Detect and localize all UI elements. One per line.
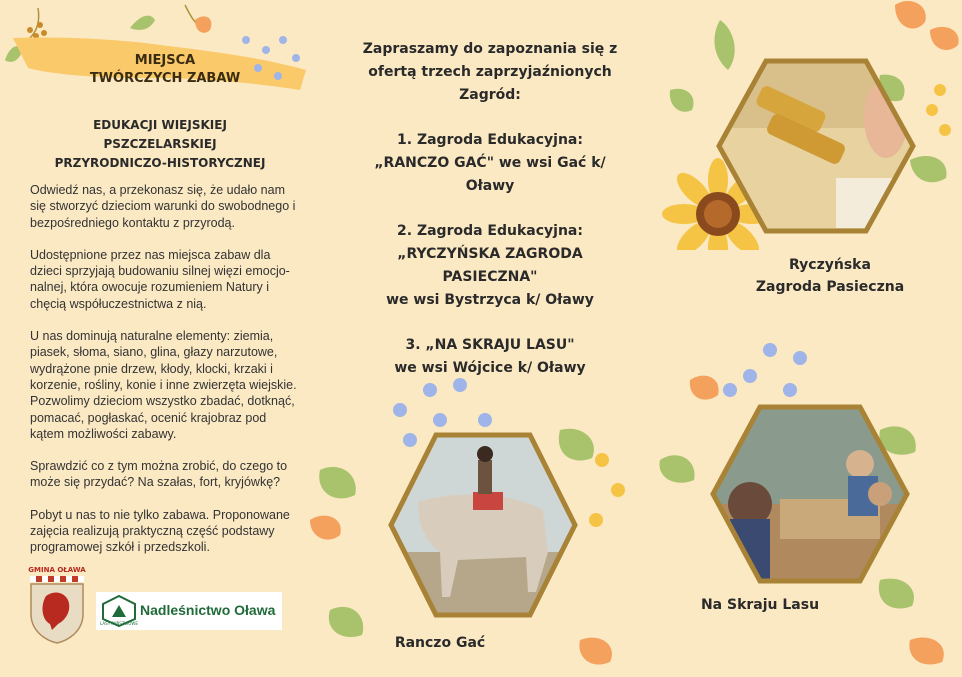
intro-text	[340, 38, 640, 402]
caption-ranczo: Ranczo Gać	[394, 635, 486, 651]
zagroda-1-place: Oławy	[465, 178, 515, 194]
lasy-panstwowe-label: LASY PAŃSTWOWE	[100, 621, 138, 626]
coat-of-arms-icon	[28, 566, 86, 644]
zagroda-2-name-a: „RYCZYŃSKA ZAGRODA	[397, 246, 583, 262]
subtitle-line1: EDUKACJI WIEJSKIEJ	[93, 118, 227, 132]
ryczynska-photo	[716, 58, 916, 234]
gmina-olawa-logo	[28, 566, 86, 644]
intro-line-2: ofertą trzech zaprzyjaźnionych	[368, 64, 612, 80]
zagroda-2-place: we wsi Bystrzyca k/ Oławy	[386, 292, 594, 308]
caption-ryczynska-line1: Ryczyńska	[789, 257, 871, 273]
banner-title	[30, 52, 300, 88]
skraj-lasu-photo	[710, 404, 910, 584]
zagroda-1-name: „RANCZO GAĆ" we wsi Gać k/	[374, 155, 606, 171]
caption-ryczynska	[730, 254, 930, 298]
paragraph-5: Pobyt u nas to nie tylko zabawa. Proponowane zajęcia realizują praktyczną część podstawy programowej szkół i przedszkoli.	[30, 507, 290, 555]
zagroda-3-place: we wsi Wójcice k/ Oławy	[394, 360, 586, 376]
paragraph-2: Udostępnione przez nas miejsca zabaw dla dzieci sprzyjają budowaniu silnej więzi emocjo-nalnej, która owocuje rozumieniem Natury i chęcią współuczestnictwa z nią.	[30, 247, 290, 311]
ranczo-photo	[388, 432, 578, 618]
intro-line-3: Zagród:	[459, 87, 521, 103]
gmina-label: GMINA OŁAWA	[28, 566, 86, 574]
subtitle-line3: PRZYRODNICZO-HISTORYCZNEJ	[54, 156, 266, 170]
paragraph-1: Odwiedź nas, a przekonasz się, że udało nam się stworzyć dzieciom warunki do swobodnego i bezpośredniego kontaktu z przyrodą.	[30, 183, 296, 230]
section-subtitle	[20, 116, 300, 173]
zagroda-3-name: 3. „NA SKRAJU LASU"	[405, 337, 575, 353]
banner-title-line2: TWÓRCZYCH ZABAW	[89, 71, 241, 86]
nadlesnictwo-label: Nadleśnictwo Oława	[140, 602, 276, 618]
paragraph-3: U nas dominują naturalne elementy: ziemia, piasek, słoma, siano, glina, głazy narzutowe, wydrążone pnie drzew, kłody, klocki, krzaki i korzenie, rośliny, konie i inne zwierzęta wiejskie. Pozwolimy dzieciom wszystko zbadać, dotknąć, pomacać, pogłaskać, ocenić krajobraz pod kątem możliwości zabawy.	[30, 329, 297, 441]
body-text	[30, 182, 298, 572]
banner-title-line1: MIEJSCA	[134, 53, 196, 68]
zagroda-2-label: 2. Zagroda Edukacyjna:	[397, 223, 583, 239]
nadlesnictwo-logo	[96, 592, 282, 630]
caption-skraj-lasu: Na Skraju Lasu	[700, 597, 820, 613]
subtitle-line2: PSZCZELARSKIEJ	[103, 137, 217, 151]
paragraph-4: Sprawdzić co z tym można zrobić, do czego to może się przydać? Na szałas, fort, kryjówkę?	[30, 459, 288, 490]
zagroda-1-label: 1. Zagroda Edukacyjna:	[397, 132, 583, 148]
zagroda-2-name-b: PASIECZNA"	[442, 269, 538, 285]
intro-line-1: Zapraszamy do zapoznania się z	[362, 41, 618, 57]
caption-ryczynska-line2: Zagroda Pasieczna	[755, 279, 905, 295]
